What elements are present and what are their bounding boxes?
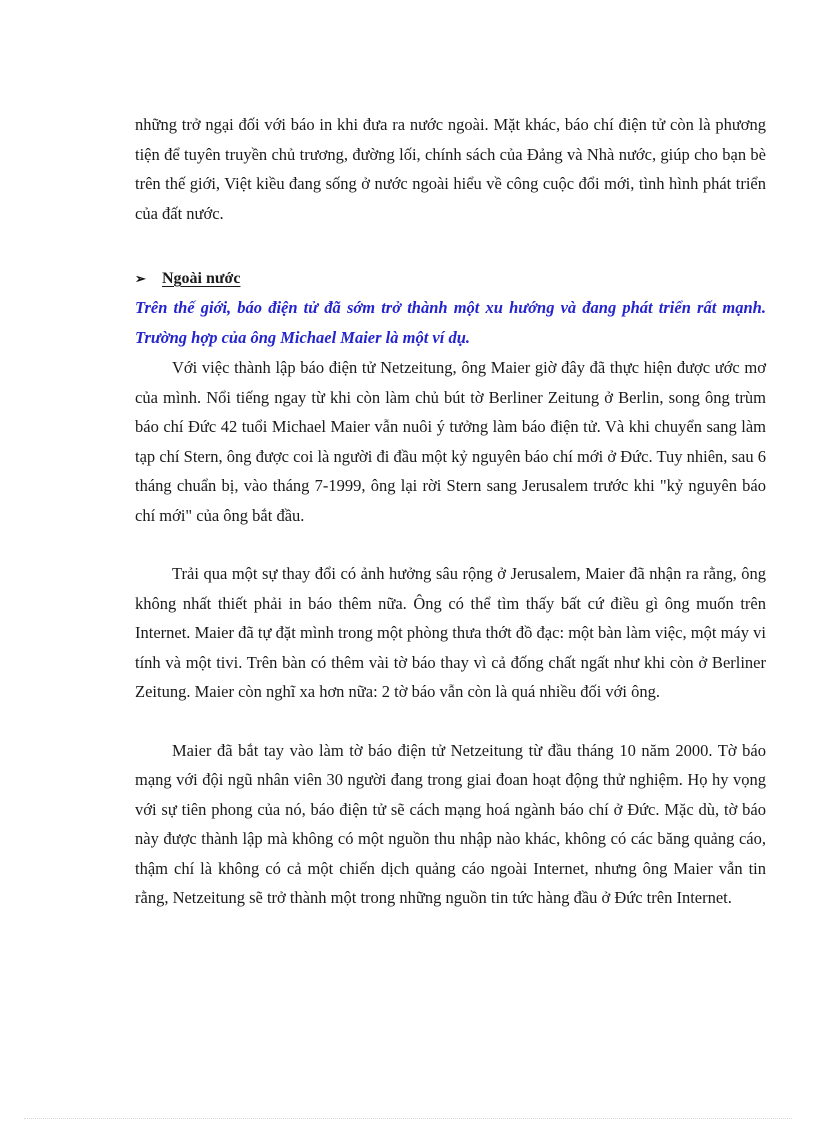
body-paragraph-2: Trải qua một sự thay đổi có ảnh hưởng sâu rộng ở Jerusalem, Maier đã nhận ra rằng, ông không nhất thiết phải in báo thêm nữa. Ông có thể tìm thấy bất cứ điều gì ông muốn trên Internet. Maier đã tự đặt mình trong một phòng thưa thớt đồ đạc: một bàn làm việc, một máy vi tính và một tivi. Trên bàn có thêm vài tờ báo thay vì cả đống chất ngất như khi còn ở Berliner Zeitung. Maier còn nghĩ xa hơn nữa: 2 tờ báo vẫn còn là quá nhiều đối với ông. xyxy=(135,564,766,701)
arrow-bullet-icon: ➢ xyxy=(135,271,146,286)
document-body xyxy=(135,110,766,913)
intro-paragraph: những trở ngại đối với báo in khi đưa ra nước ngoài. Mặt khác, báo chí điện tử còn là phương tiện để tuyên truyền chủ trương, đường lối, chính sách của Đảng và Nhà nước, giúp cho bạn bè trên thế giới, Việt kiều đang sống ở nước ngoài hiểu về công cuộc đổi mới, tình hình phát triển của đất nước. xyxy=(135,115,766,223)
body-paragraph-3: Maier đã bắt tay vào làm tờ báo điện tử Netzeitung từ đầu tháng 10 năm 2000. Tờ báo mạng với đội ngũ nhân viên 30 người đang trong giai đoan hoạt động thử nghiệm. Họ hy vọng với sự tiên phong của nó, báo điện tử sẽ cách mạng hoá ngành báo chí ở Đức. Mặc dù, tờ báo này được thành lập mà không có một nguồn thu nhập nào khác, không có các băng quảng cáo, thậm chí là không có cả một chiến dịch quảng cáo ngoài Internet, nhưng ông Maier vẫn tin rằng, Netzeitung sẽ trở thành một trong những nguồn tin tức hàng đầu ở Đức trên Internet. xyxy=(135,740,766,907)
section-heading xyxy=(135,264,766,293)
section-heading-text: Ngoài nước xyxy=(162,270,241,287)
section-lead: Trên thế giới, báo điện tử đã sớm trở thành một xu hướng và đang phát triển rất mạnh. Trường hợp của ông Michael Maier là một ví dụ. xyxy=(135,298,766,347)
page-bottom-divider xyxy=(24,1118,792,1119)
body-paragraph-1: Với việc thành lập báo điện tử Netzeitung, ông Maier giờ đây đã thực hiện được ước mơ của mình. Nổi tiếng ngay từ khi còn làm chủ bút tờ Berliner Zeitung ở Berlin, song ông trùm báo chí Đức 42 tuổi Michael Maier vẫn nuôi ý tưởng làm báo điện tử. Và khi chuyển sang làm tạp chí Stern, ông được coi là người đi đầu một kỷ nguyên báo chí mới ở Đức. Tuy nhiên, sau 6 tháng chuẩn bị, vào tháng 7-1999, ông lại rời Stern sang Jerusalem trước khi "kỷ nguyên báo chí mới" của ông bắt đầu. xyxy=(135,358,766,525)
